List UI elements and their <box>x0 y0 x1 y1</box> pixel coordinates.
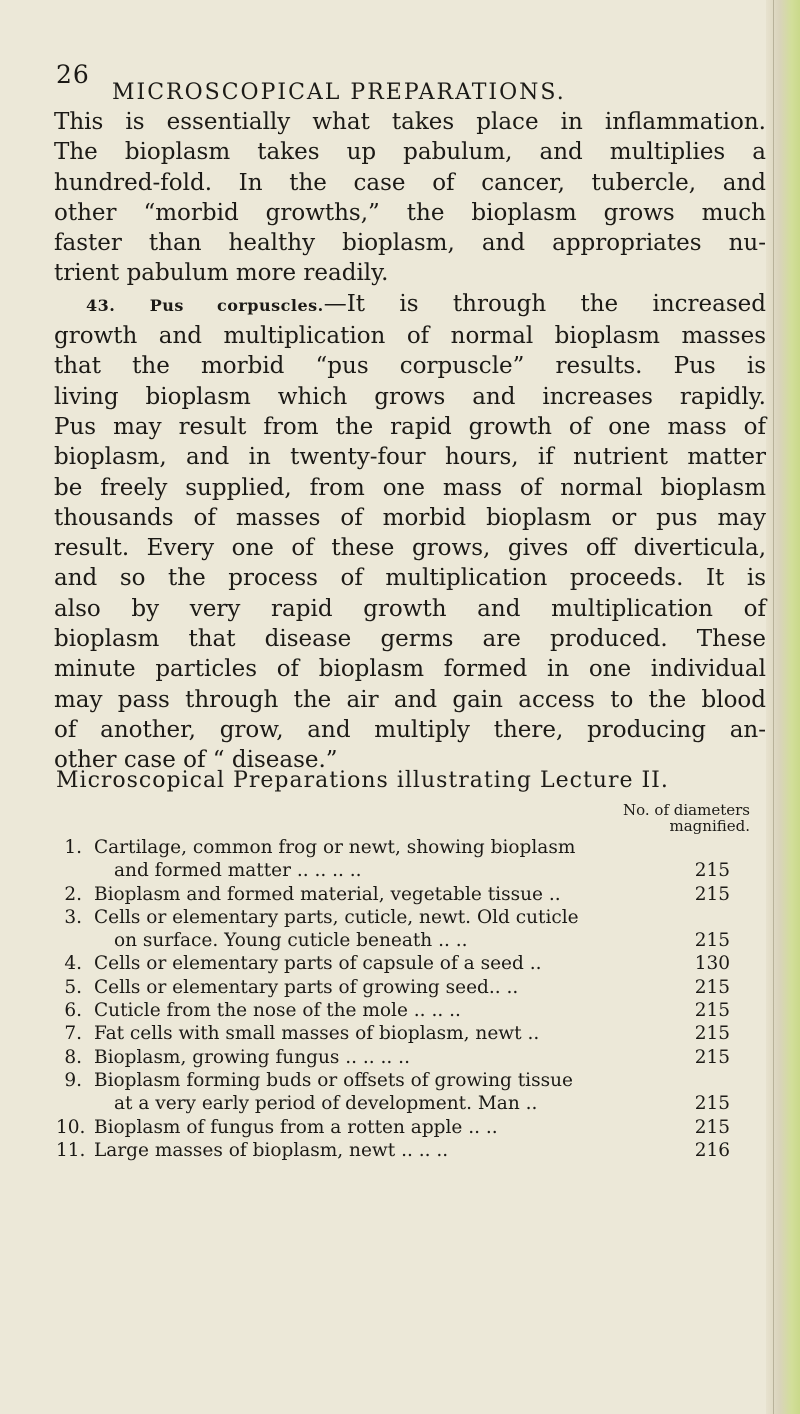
list-item-diameters: 215 <box>694 1093 730 1115</box>
page-edge <box>766 0 800 1414</box>
list-item-diameters: 215 <box>694 1116 730 1138</box>
text-line: living bioplasm which grows and increases rapidly. <box>54 383 766 410</box>
list-item-number: 2. <box>64 883 82 905</box>
list-item <box>56 952 766 975</box>
list-item-number: 9. <box>64 1069 82 1091</box>
list-item-description: Cells or elementary parts of capsule of a seed .. <box>94 953 542 975</box>
paragraph-43-first-line-text: —It is through the increased <box>323 290 766 317</box>
column-header <box>600 802 750 834</box>
text-line: that the morbid “pus corpuscle” results. Pus is <box>54 353 766 380</box>
text-line: also by very rapid growth and multiplication of <box>54 595 766 622</box>
list-item <box>56 1022 766 1045</box>
list-item <box>56 1139 766 1162</box>
paragraph-heading: Pus corpuscles. <box>149 295 324 315</box>
column-header-line: magnified. <box>669 817 750 835</box>
list-item-description: Bioplasm and formed material, vegetable tissue .. <box>94 883 561 905</box>
text-line: be freely supplied, from one mass of normal bioplasm <box>54 474 766 501</box>
list-item-diameters: 215 <box>694 976 730 998</box>
paragraph-43-first-line <box>54 289 766 321</box>
text-line: of another, grow, and multiply there, producing an- <box>54 716 766 743</box>
list-item <box>56 859 766 882</box>
column-header-line: No. of diameters <box>623 801 750 819</box>
list-item <box>56 999 766 1022</box>
list-item-description: Cuticle from the nose of the mole .. .. .. <box>94 1000 461 1022</box>
list-item-diameters: 215 <box>694 883 730 905</box>
text-line: trient pabulum more readily. <box>54 260 389 287</box>
list-item-description: Bioplasm of fungus from a rotten apple .. .. <box>94 1116 498 1138</box>
paragraph-number: 43. <box>86 295 116 315</box>
list-item-number: 10. <box>56 1116 86 1138</box>
list-item-number: 4. <box>64 953 82 975</box>
text-line: faster than healthy bioplasm, and appropriates nu- <box>54 230 766 257</box>
list-item <box>56 836 766 859</box>
list-item-description: Large masses of bioplasm, newt .. .. .. <box>94 1139 449 1161</box>
text-line: result. Every one of these grows, gives off diverticula, <box>54 535 766 562</box>
text-line: Pus may result from the rapid growth of one mass of <box>54 413 766 440</box>
text-line: other “morbid growths,” the bioplasm grows much <box>54 199 766 226</box>
list-item-description: Fat cells with small masses of bioplasm, newt .. <box>94 1023 540 1045</box>
page-header <box>56 60 746 105</box>
list-item-number: 7. <box>64 1023 82 1045</box>
list-item <box>56 906 766 929</box>
list-item-description: at a very early period of development. Man .. <box>114 1093 538 1115</box>
section-title: Microscopical Preparations illustrating Lecture II. <box>56 768 669 793</box>
list-item-number: 6. <box>64 1000 82 1022</box>
body-text <box>54 107 766 776</box>
text-line: The bioplasm takes up pabulum, and multiplies a <box>54 139 766 166</box>
list-item-number: 5. <box>64 976 82 998</box>
list-item-number: 8. <box>64 1046 82 1068</box>
list-item-number: 1. <box>64 837 82 858</box>
text-line: bioplasm that disease germs are produced. These <box>54 626 766 653</box>
list-item-description: and formed matter .. .. .. .. <box>114 860 362 882</box>
text-line: thousands of masses of morbid bioplasm or pus may <box>54 504 766 531</box>
list-item-description: Bioplasm forming buds or offsets of growing tissue <box>94 1069 573 1091</box>
list-item <box>56 1046 766 1069</box>
list-item <box>56 929 766 952</box>
text-line: may pass through the air and gain access to the blood <box>54 686 766 713</box>
text-line: This is essentially what takes place in inflammation. <box>54 109 766 135</box>
list-item <box>56 1069 766 1092</box>
list-item <box>56 1116 766 1139</box>
list-item-diameters: 215 <box>694 930 730 952</box>
running-head: MICROSCOPICAL PREPARATIONS. <box>112 80 566 105</box>
text-line: other case of “ disease.” <box>54 747 338 774</box>
list-item-diameters: 130 <box>694 953 730 975</box>
list-item-number: 11. <box>56 1139 86 1161</box>
text-line: bioplasm, and in twenty-four hours, if nutrient matter <box>54 444 766 471</box>
list-item-diameters: 216 <box>694 1139 730 1161</box>
list-item-description: Bioplasm, growing fungus .. .. .. .. <box>94 1046 410 1068</box>
list-item-description: Cartilage, common frog or newt, showing bioplasm <box>94 837 576 858</box>
list-item <box>56 976 766 999</box>
page-edge-line <box>773 0 774 1414</box>
preparations-list <box>56 836 766 1162</box>
list-item-diameters: 215 <box>694 1046 730 1068</box>
text-line: growth and multiplication of normal bioplasm masses <box>54 323 766 350</box>
text-line: and so the process of multiplication proceeds. It is <box>54 565 766 592</box>
list-item <box>56 883 766 906</box>
page-number: 26 <box>56 60 90 89</box>
list-item-description: Cells or elementary parts, cuticle, newt. Old cuticle <box>94 906 579 928</box>
list-item-description: on surface. Young cuticle beneath .. .. <box>114 930 468 952</box>
text-line: minute particles of bioplasm formed in one individual <box>54 656 766 683</box>
list-item <box>56 1092 766 1115</box>
list-item-diameters: 215 <box>694 860 730 882</box>
list-item-number: 3. <box>64 906 82 928</box>
list-item-description: Cells or elementary parts of growing seed.. .. <box>94 976 519 998</box>
text-line: hundred-fold. In the case of cancer, tubercle, and <box>54 169 766 196</box>
list-item-diameters: 215 <box>694 1000 730 1022</box>
list-item-diameters: 215 <box>694 1023 730 1045</box>
